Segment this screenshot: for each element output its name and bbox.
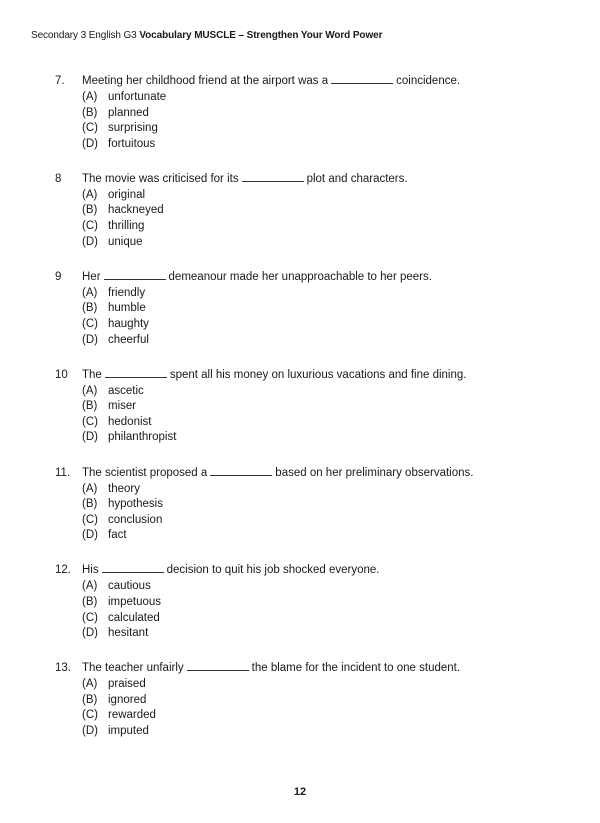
option-item	[82, 513, 575, 529]
option-item	[82, 626, 575, 642]
header-title: Vocabulary MUSCLE – Strengthen Your Word Power	[139, 30, 383, 41]
option-letter: (B)	[82, 400, 98, 413]
option-item	[82, 399, 575, 415]
option-item	[82, 384, 575, 400]
option-letter: (A)	[82, 482, 98, 495]
question-item	[55, 171, 575, 250]
question-text-after: spent all his money on luxurious vacations and fine dining.	[169, 368, 467, 381]
option-text: cautious	[108, 580, 151, 593]
question-stem	[55, 73, 575, 90]
option-text: thrilling	[108, 220, 145, 233]
question-number: 13.	[55, 662, 71, 675]
option-item	[82, 724, 575, 740]
option-text: hackneyed	[108, 204, 164, 217]
option-text: surprising	[108, 122, 158, 135]
option-item	[82, 203, 575, 219]
option-item	[82, 415, 575, 431]
option-letter: (A)	[82, 91, 98, 103]
question-text-before: Meeting her childhood friend at the airport was a	[82, 75, 329, 87]
page-number: 12	[293, 786, 307, 798]
question-item	[55, 367, 575, 446]
question-text-before: Her	[82, 270, 101, 283]
option-letter: (C)	[82, 513, 98, 526]
option-item	[82, 219, 575, 235]
option-letter: (C)	[82, 415, 98, 428]
page-header	[31, 30, 382, 41]
question-text-after: demeanour made her unapproachable to her peers.	[168, 270, 432, 283]
question-stem	[55, 367, 575, 384]
option-letter: (D)	[82, 627, 98, 640]
option-letter: (C)	[82, 122, 98, 135]
question-item	[55, 660, 575, 739]
option-list	[82, 286, 575, 348]
question-number: 8	[55, 172, 62, 185]
question-text-after: based on her preliminary observations.	[275, 466, 474, 479]
answer-blank	[242, 171, 304, 182]
question-stem	[55, 562, 575, 579]
option-text: theory	[108, 482, 140, 495]
question-item	[55, 73, 575, 152]
question-text-after: plot and characters.	[306, 172, 408, 185]
option-text: ignored	[108, 693, 147, 706]
question-item	[55, 562, 575, 641]
option-letter: (A)	[82, 678, 98, 691]
option-text: imputed	[108, 725, 149, 738]
question-number: 7.	[55, 75, 65, 87]
question-text	[82, 465, 473, 482]
option-item	[82, 235, 575, 251]
option-letter: (C)	[82, 220, 98, 233]
header-prefix: Secondary 3 English G3	[31, 30, 137, 41]
option-item	[82, 137, 575, 153]
option-list	[82, 677, 575, 739]
question-text	[82, 269, 432, 286]
question-text	[82, 660, 460, 677]
option-item	[82, 579, 575, 595]
option-letter: (A)	[82, 286, 98, 299]
option-letter: (C)	[82, 709, 98, 722]
question-text-before: His	[82, 564, 99, 577]
option-text: original	[108, 188, 146, 201]
option-letter: (C)	[82, 611, 98, 624]
question-text-before: The teacher unfairly	[82, 662, 184, 675]
option-item	[82, 677, 575, 693]
option-letter: (D)	[82, 333, 98, 346]
option-list	[82, 188, 575, 250]
question-number: 12.	[55, 564, 71, 577]
option-text: impetuous	[108, 595, 162, 608]
option-text: praised	[108, 678, 146, 691]
option-text: hypothesis	[108, 498, 163, 511]
answer-blank	[105, 367, 167, 378]
answer-blank	[102, 562, 164, 573]
option-letter: (D)	[82, 137, 98, 150]
question-number: 10	[55, 368, 68, 381]
option-item	[82, 317, 575, 333]
option-text: fortuitous	[108, 137, 156, 150]
option-item	[82, 708, 575, 724]
question-stem	[55, 269, 575, 286]
question-stem	[55, 660, 575, 677]
option-text: friendly	[108, 286, 146, 299]
option-text: haughty	[108, 317, 149, 330]
option-letter: (A)	[82, 188, 98, 201]
option-item	[82, 528, 575, 544]
option-text: conclusion	[108, 513, 163, 526]
question-item	[55, 465, 575, 544]
option-item	[82, 482, 575, 498]
option-text: philanthropist	[108, 431, 177, 444]
question-text-before: The movie was criticised for its	[82, 172, 239, 185]
answer-blank	[104, 269, 166, 280]
question-text-after: coincidence.	[396, 75, 461, 87]
answer-blank	[331, 73, 393, 84]
option-list	[82, 90, 575, 152]
option-letter: (B)	[82, 693, 98, 706]
option-item	[82, 333, 575, 349]
option-text: planned	[108, 106, 149, 119]
option-text: fact	[108, 529, 127, 542]
option-list	[82, 579, 575, 641]
option-item	[82, 611, 575, 627]
option-item	[82, 286, 575, 302]
option-text: calculated	[108, 611, 160, 624]
option-text: miser	[108, 400, 137, 413]
question-number: 11.	[55, 466, 71, 479]
option-item	[82, 106, 575, 122]
question-stem	[55, 171, 575, 188]
option-letter: (B)	[82, 595, 98, 608]
option-text: unique	[108, 235, 143, 248]
option-text: rewarded	[108, 709, 156, 722]
option-text: unfortunate	[108, 91, 167, 103]
option-text: hedonist	[108, 415, 152, 428]
option-letter: (D)	[82, 235, 98, 248]
question-text	[82, 562, 380, 579]
question-text	[82, 171, 408, 188]
option-text: cheerful	[108, 333, 149, 346]
question-stem	[55, 465, 575, 482]
question-text-before: The scientist proposed a	[82, 466, 208, 479]
option-letter: (B)	[82, 204, 98, 217]
option-letter: (A)	[82, 384, 98, 397]
option-text: humble	[108, 302, 146, 315]
option-letter: (C)	[82, 317, 98, 330]
option-list	[82, 482, 575, 544]
option-text: hesitant	[108, 627, 149, 640]
question-item	[55, 269, 575, 348]
option-text: ascetic	[108, 384, 144, 397]
option-letter: (B)	[82, 498, 98, 511]
option-item	[82, 301, 575, 317]
answer-blank	[210, 465, 272, 476]
option-letter: (D)	[82, 431, 98, 444]
question-number: 9	[55, 270, 62, 283]
option-letter: (D)	[82, 529, 98, 542]
option-item	[82, 497, 575, 513]
question-text-after: decision to quit his job shocked everyone.	[166, 564, 380, 577]
option-letter: (B)	[82, 302, 98, 315]
question-list	[55, 73, 575, 758]
question-text	[82, 73, 460, 90]
question-text-after: the blame for the incident to one student.	[251, 662, 461, 675]
option-item	[82, 121, 575, 137]
option-letter: (D)	[82, 725, 98, 738]
option-item	[82, 90, 575, 106]
option-item	[82, 188, 575, 204]
option-list	[82, 384, 575, 446]
answer-blank	[187, 660, 249, 671]
option-item	[82, 693, 575, 709]
question-text-before: The	[82, 368, 102, 381]
option-letter: (B)	[82, 106, 98, 119]
option-item	[82, 430, 575, 446]
option-letter: (A)	[82, 580, 98, 593]
question-text	[82, 367, 466, 384]
option-item	[82, 595, 575, 611]
